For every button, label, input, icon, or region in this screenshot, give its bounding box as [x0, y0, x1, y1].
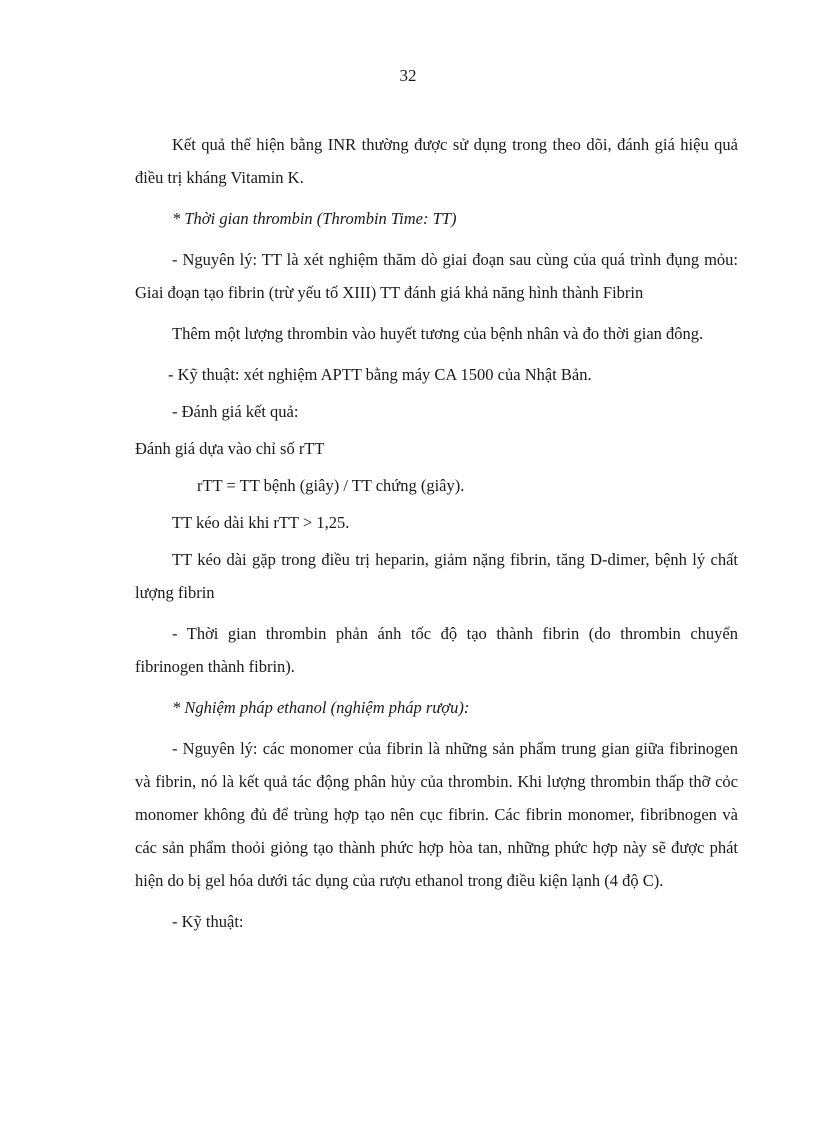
- paragraph-tt-technique: - Kỹ thuật: xét nghiệm APTT bằng máy CA 1500 của Nhật Bản.: [168, 365, 592, 384]
- paragraph-tt-reflects: - Thời gian thrombin phản ánh tốc độ tạo thành fibrin (do thrombin chuyển fibrinogen thành fibrin).: [135, 624, 738, 676]
- page-number: 32: [399, 66, 417, 85]
- heading-ethanol-test: * Nghiệm pháp ethanol (nghiệm pháp rượu):: [172, 698, 470, 717]
- formula-rtt: rTT = TT bệnh (giây) / TT chứng (giây).: [197, 476, 465, 495]
- paragraph-rtt-index: Đánh giá dựa vào chỉ số rTT: [135, 439, 325, 458]
- paragraph-tt-method: Thêm một lượng thrombin vào huyết tương của bệnh nhân và đo thời gian đông.: [172, 324, 704, 343]
- document-body: [135, 128, 738, 946]
- paragraph-inr-result: Kết quả thể hiện bằng INR thường được sử dụng trong theo dõi, đánh giá hiệu quả điều trị kháng Vitamin K.: [135, 135, 738, 187]
- paragraph-tt-principle: - Nguyên lý: TT là xét nghiệm thăm dò giai đoạn sau cùng của quá trình đụng mỏu: Giai đoạn tạo fibrin (trừ yếu tố XIII) TT đánh giá khả năng hình thành Fibrin: [135, 250, 738, 302]
- paragraph-tt-prolonged: TT kéo dài khi rTT > 1,25.: [172, 513, 350, 532]
- paragraph-ethanol-technique: - Kỹ thuật:: [172, 912, 244, 931]
- paragraph-tt-evaluation: - Đánh giá kết quả:: [172, 402, 299, 421]
- paragraph-tt-causes: TT kéo dài gặp trong điều trị heparin, giảm nặng fibrin, tăng D-dimer, bệnh lý chất lượng fibrin: [135, 550, 738, 602]
- paragraph-ethanol-principle: - Nguyên lý: các monomer của fibrin là những sản phẩm trung gian giữa fibrinogen và fibrin, nó là kết quả tác động phân hủy của thrombin. Khi lượng thrombin thấp thỡ cỏc monomer không đủ để trùng hợp tạo nên cục fibrin. Các fibrin monomer, fibribnogen và các sản phẩm thoỏi giỏng tạo thành phức hợp hòa tan, những phức hợp này sẽ được phát hiện do bị gel hóa dưới tác dụng của rượu ethanol trong điều kiện lạnh (4 độ C).: [135, 739, 738, 890]
- heading-thrombin-time: * Thời gian thrombin (Thrombin Time: TT): [172, 209, 457, 228]
